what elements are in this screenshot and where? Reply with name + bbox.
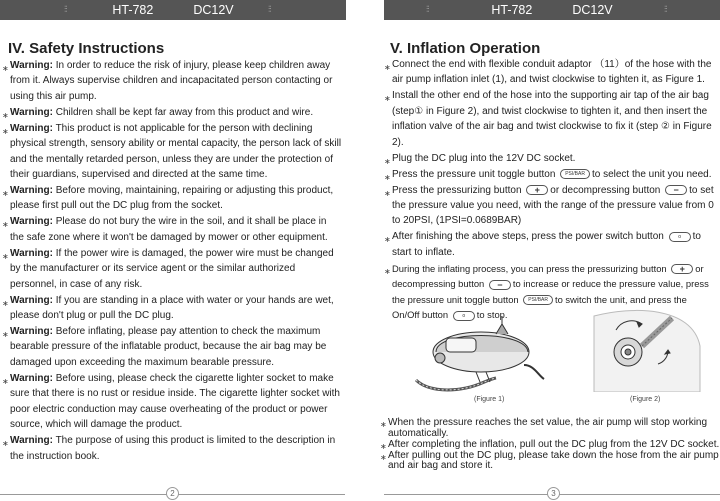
list-item: ∗ Connect the end with flexible conduit adaptor （11）of the hose with the air pump inflation inlet (1), and twist clockwise to tighten it, as Figure 1.	[384, 59, 712, 86]
header-model: HT-782	[491, 3, 533, 17]
list-item: ∗ Warning: Please do not bury the wire in the soil, and it shall be place in the safe zone where it won't be damaged by mower or other equipment.	[2, 216, 328, 243]
minus-button-icon: −	[489, 280, 511, 290]
power-button-icon: o	[669, 232, 691, 242]
header-ornament: ⫶⫶	[268, 4, 271, 14]
air-pump-figure	[406, 310, 546, 396]
minus-button-icon: −	[665, 185, 687, 195]
list-item: ∗ Warning: Before moving, maintaining, repairing or adjusting this product, please first pull out the DC plug from the socket.	[2, 185, 334, 212]
section-title: IV. Safety Instructions	[8, 40, 165, 57]
list-item: ∗ Press the pressure unit toggle button PSI/BAR to select the unit you need.	[384, 168, 712, 182]
section-title: V. Inflation Operation	[390, 40, 541, 57]
list-item: ∗ Warning: In order to reduce the risk of injury, please keep children away from it. Always supervise children and incapacitated person contacting or using this air pump.	[2, 60, 333, 102]
header-voltage: DC12V	[193, 3, 234, 17]
list-item: ∗ Warning: If you are standing in a place with water or your hands are wet, please don't plug or pull the DC plug.	[2, 294, 334, 322]
plus-button-icon: +	[671, 264, 693, 274]
inflation-steps-list	[384, 57, 714, 323]
header-model: HT-782	[112, 3, 154, 17]
list-item: ∗ Warning: Before inflating, please pay attention to check the maximum bearable pressure of the inflatable product, because the air bag may be damaged upon exceeding the maximum bearable pressure.	[2, 326, 327, 368]
list-item: ∗ After pulling out the DC plug, please take down the hose from the air pump and air bag and store it.	[380, 449, 719, 471]
power-button-icon: o	[453, 311, 475, 321]
header-ornament: ⫶⫶	[64, 4, 67, 14]
list-item: ∗ Install the other end of the hose into the supporting air tap of the air bag (step① in Figure 2), and twist clockwise to tighten it, and then insert the inflation valve of the air bag and twist clockwise to fix it (step ② in Figure 2).	[384, 90, 712, 148]
list-item: ∗ Warning: If the power wire is damaged, the power wire must be changed by the manufacturer or its service agent or the similar authorized personnel, in case of any risk.	[2, 247, 334, 290]
list-item: ∗ When the pressure reaches the set value, the air pump will stop working automatically.	[380, 417, 708, 439]
list-item: ∗ After finishing the above steps, press the power switch button o to start to inflate.	[384, 231, 701, 258]
header-ornament: ⫶⫶	[426, 4, 429, 14]
page-number: 3	[547, 487, 560, 500]
list-item: ∗ Plug the DC plug into the 12V DC socket.	[384, 152, 576, 166]
page-header	[384, 0, 720, 20]
plus-button-icon: +	[526, 185, 548, 195]
header-voltage: DC12V	[572, 3, 613, 17]
list-item: ∗ During the inflating process, you can press the pressurizing button + or decompressing button − to increase or reduce the pressure value, press the pressure unit toggle button PSI/BAR to switch the unit, and press the On/Off button o to stop.	[384, 262, 709, 321]
page-header	[0, 0, 346, 20]
unit-toggle-button-icon: PSI/BAR	[560, 169, 590, 179]
unit-toggle-button-icon: PSI/BAR	[523, 295, 553, 305]
inflation-notes-list	[380, 418, 720, 472]
list-item: ∗ Warning: This product is not applicable for the person with declining physical strength, sensory ability or mental capacity, the person lack of skill and the mentally retarded person, unless they are under the protection of their guardians, supervised and directed at the same time.	[2, 122, 342, 181]
list-item: ∗ Warning: The purpose of using this product is limited to the description in the instruction book.	[2, 435, 336, 462]
safety-instructions-list	[2, 58, 342, 465]
list-item: ∗ Warning: Before using, please check the cigarette lighter socket to make sure that there is no rust or residue inside. The cigarette lighter socket with poor electric conduction may cause overheating of the product or power source, which will damage the product.	[2, 372, 340, 431]
page-number: 2	[166, 487, 179, 500]
figure-2-caption: (Figure 2)	[630, 396, 661, 403]
header-ornament: ⫶⫶	[664, 4, 667, 14]
list-item: ∗ After completing the inflation, pull out the DC plug from the 12V DC socket.	[380, 438, 720, 451]
list-item: ∗ Press the pressurizing button + or decompressing button − to set the pressure value you need, with the range of the pressure value from 0 to 20PSI, (1PSI=0.0689BAR)	[384, 184, 714, 227]
air-tap-figure	[592, 306, 702, 392]
list-item: ∗ Warning: Children shall be kept far away from this product and wire.	[2, 106, 314, 120]
figure-1-caption: (Figure 1)	[474, 396, 505, 403]
